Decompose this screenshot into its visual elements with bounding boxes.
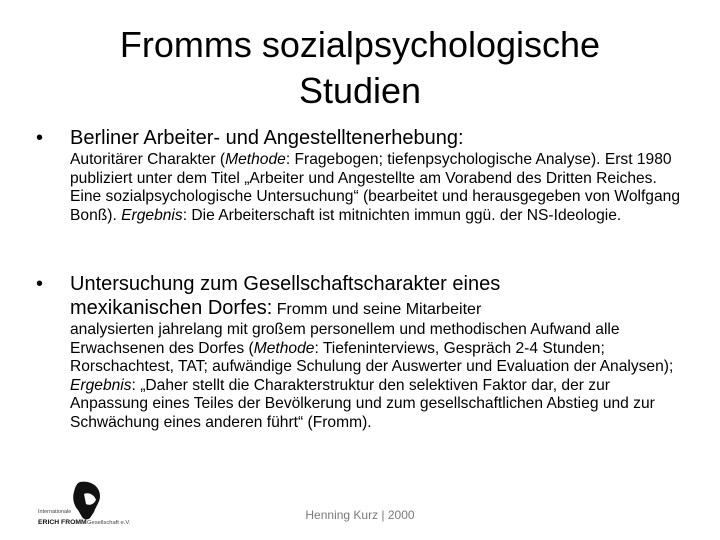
- bullet-heading-line-2: [70, 296, 690, 322]
- emphasis-term: Methode: [225, 151, 286, 168]
- title-line-1: Fromms sozialpsychologische: [119, 24, 601, 65]
- body-segment: Autoritärer Charakter (: [70, 151, 226, 168]
- body-segment: : Die Arbeiterschaft ist mitnichten immun ggü. der NS-Ideologie.: [182, 206, 622, 224]
- bullet-marker: •: [36, 127, 44, 149]
- emphasis-term: Ergebnis: [70, 376, 132, 394]
- title-line-2: Studien: [298, 70, 422, 111]
- heading-emphasis: mexikanischen Dorfes:: [70, 297, 273, 319]
- logo-line-2a: ERICH FROMM: [38, 519, 87, 526]
- slide-title: [60, 22, 660, 114]
- body-segment: : Tiefeninterviews, Gespräch 2-4 Stunden; Rorschachtest, TAT; aufwändige Schulung der Auswerter und Evaluation der Analysen);: [70, 339, 674, 376]
- logo-line-1: Internationale: [38, 509, 72, 515]
- emphasis-term: Ergebnis: [121, 206, 183, 224]
- heading-tail: Fromm und seine Mitarbeiter: [272, 301, 482, 318]
- bullet-body: [70, 321, 690, 433]
- emphasis-term: Methode: [253, 339, 315, 357]
- body-segment: : Fragebogen; tiefenpsychologische Analyse). Erst 1980 publiziert unter dem Titel „Arbeiter und Angestellte am Vorabend des Dritten Reiches. Eine sozialpsychologische Untersuchung“ (bearbeitet und herausgegeben von Wolfgang Bonß).: [70, 151, 680, 224]
- bullet-marker: •: [36, 273, 44, 295]
- body-segment: : „Daher stellt die Charakterstruktur den selektiven Faktor dar, der zur Anpassung eines Teiles der Bevölkerung und zum gesellschaftlichen Abstieg und zur Schwächung eines anderen führt“ (Fromm).: [70, 376, 655, 431]
- bullet-heading: Berliner Arbeiter- und Angestelltenerhebung:: [70, 127, 464, 149]
- bullet-body: [70, 151, 690, 225]
- erich-fromm-society-logo: [36, 480, 156, 530]
- body-segment: analysierten jahrelang mit großem personellem und methodischen Aufwand alle Erwachsenen des Dorfes (: [70, 321, 620, 357]
- bullet-heading-line-1: Untersuchung zum Gesellschaftscharakter eines: [70, 273, 501, 295]
- logo-line-2b: Gesellschaft e.V.: [87, 520, 131, 526]
- bullet-heading: [70, 272, 690, 322]
- footer-credit: Henning Kurz | 2000: [305, 508, 415, 522]
